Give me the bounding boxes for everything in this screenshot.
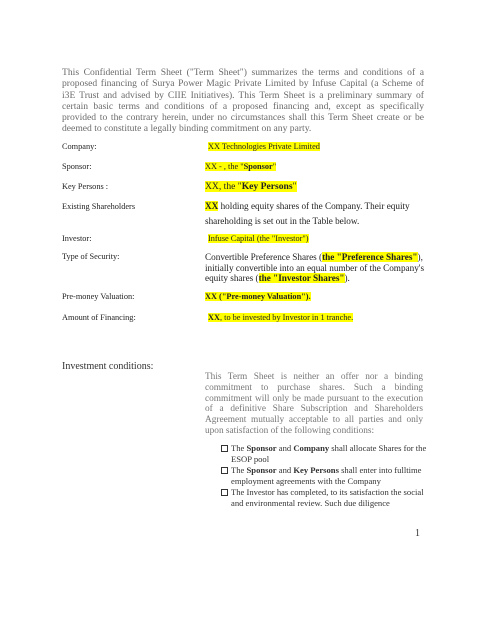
page-number: 1	[415, 528, 420, 539]
company-label: Company:	[62, 142, 97, 151]
pre-money-value: XX ("Pre-money Valuation").	[205, 292, 311, 301]
key-persons-label: Key Persons :	[62, 182, 109, 191]
key-persons-value: XX, the "Key Persons"	[205, 181, 297, 192]
existing-shareholders-label: Existing Shareholders	[62, 202, 136, 211]
existing-shareholders-value: XX holding equity shares of the Company. Their equity shareholding is set out in the Table below.	[205, 201, 410, 226]
conditions-list	[221, 443, 431, 509]
sponsor-label: Sponsor:	[62, 162, 92, 171]
investment-conditions-text: This Term Sheet is neither an offer nor a binding commitment to purchase shares. Such a binding commitment will only be made pursuant to the execution of a definitive Share Subscription and Shareholders Agreement mutually acceptable to all parties and only upon satisfaction of the following conditions:	[205, 372, 423, 436]
sponsor-value: XX - , the "Sponsor"	[205, 162, 277, 171]
financing-value: XX, to be invested by Investor in 1 tranche.	[208, 313, 354, 322]
list-item: The Investor has completed, to its satisfaction the social and environmental review. Such due diligence	[221, 487, 431, 508]
pre-money-label: Pre-money Valuation:	[62, 292, 135, 301]
security-label: Type of Security:	[62, 252, 120, 261]
investment-conditions-title: Investment conditions:	[62, 361, 154, 372]
security-value: Convertible Preference Shares (the "Preference Shares"), initially convertible into an equal number of the Company's equity shares (the "Investor Shares").	[205, 252, 425, 283]
checkbox-bullet-icon	[221, 467, 228, 474]
checkbox-bullet-icon	[221, 489, 228, 496]
company-value: XX Technologies Private Limited	[208, 142, 320, 151]
list-item: The Sponsor and Company shall allocate Shares for the ESOP pool	[221, 443, 431, 464]
list-item: The Sponsor and Key Persons shall enter into fulltime employment agreements with the Company	[221, 465, 431, 486]
financing-label: Amount of Financing:	[62, 313, 136, 322]
investor-label: Investor:	[62, 234, 92, 243]
investor-value: Infuse Capital (the "Investor")	[208, 234, 309, 243]
checkbox-bullet-icon	[221, 445, 228, 452]
intro-paragraph: This Confidential Term Sheet ("Term Sheet") summarizes the terms and conditions of a proposed financing of Surya Power Magic Private Limited by Infuse Capital (a Scheme of i3E Trust and advised by CIIE Initiatives). This Term Sheet is a preliminary summary of certain basic terms and conditions of a proposed financing and, except as specifically provided to the contrary herein, under no circumstances shall this Term Sheet create or be deemed to constitute a legally binding commitment on any party.	[62, 67, 424, 135]
